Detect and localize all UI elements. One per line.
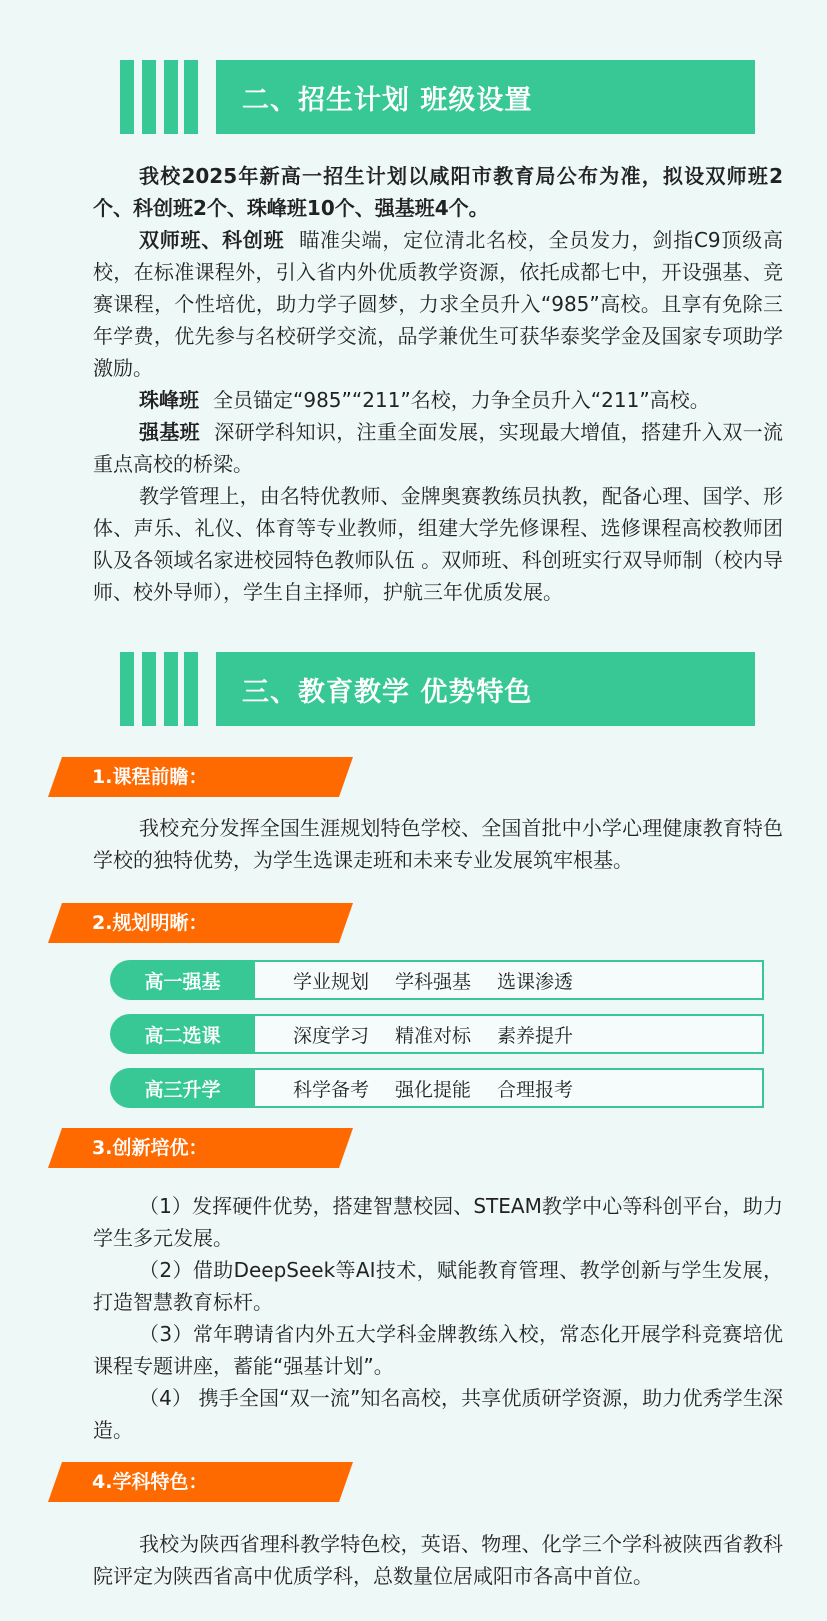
stripe-bar: [120, 652, 134, 726]
plan-row-grade3: [110, 1068, 764, 1108]
plan-label: 高三升学: [110, 1068, 255, 1108]
section-title: 三、教育教学 优势特色: [216, 652, 755, 726]
stripe-bar: [184, 652, 198, 726]
plan-items: [255, 960, 764, 1000]
innovation-item: （1）发挥硬件优势，搭建智慧校园、STEAM教学中心等科创平台，助力学生多元发展。: [93, 1194, 783, 1250]
plan-items: [255, 1068, 764, 1108]
stripe-bar: [164, 60, 178, 134]
course-paragraph: 我校充分发挥全国生涯规划特色学校、全国首批中小学心理健康教育特色学校的独特优势，为学生选课走班和未来专业发展筑牢根基。: [93, 816, 783, 872]
plan-item: 学业规划: [293, 970, 370, 993]
tag-planning: [48, 903, 353, 943]
stripe-bar: [184, 60, 198, 134]
plan-item: 强化提能: [395, 1078, 472, 1101]
plan-item: 学科强基: [395, 970, 472, 993]
enrollment-text: [93, 160, 783, 608]
class-description: 全员锚定“985”“211”名校，力争全员升入“211”高校。: [213, 388, 710, 412]
paragraph-qiangji: [93, 416, 783, 480]
paragraph-management: 教学管理上，由名特优教师、金牌奥赛教练员执教，配备心理、国学、形体、声乐、礼仪、体育等专业教师，组建大学先修课程、选修课程高校教师团队及各领域名家进校园特色教师队伍 。双师班、科创班实行双导师制（校内导师、校外导师），学生自主择师，护航三年优质发展。: [93, 484, 783, 604]
tag-label: 4.学科特色：: [92, 1471, 208, 1493]
plan-item: 素养提升: [497, 1024, 574, 1047]
tag-course: [48, 757, 353, 797]
class-label: 珠峰班: [139, 388, 199, 412]
plan-label: 高一强基: [110, 960, 255, 1000]
intro-text: 我校2025年新高一招生计划以咸阳市教育局公布为准，拟设双师班2个、科创班2个、珠峰班10个、强基班4个。: [93, 164, 783, 220]
plan-item: 精准对标: [395, 1024, 472, 1047]
stripe-bar: [142, 60, 156, 134]
plan-items: [255, 1014, 764, 1054]
section-header-enrollment: [120, 60, 755, 134]
stripe-decoration: [120, 60, 198, 134]
stripe-bar: [142, 652, 156, 726]
plan-item: 选课渗透: [497, 970, 574, 993]
class-description: 瞄准尖端，定位清北名校，全员发力，剑指C9顶级高校，在标准课程外，引入省内外优质教学资源，依托成都七中，开设强基、竞赛课程，个性培优，助力学子圆梦，力求全员升入“985”高校。且享有免除三年学费，优先参与名校研学交流，品学兼优生可获华泰奖学金及国家专项助学激励。: [93, 228, 783, 380]
section-header-teaching: [120, 652, 755, 726]
stripe-bar: [164, 652, 178, 726]
plan-item: 深度学习: [293, 1024, 370, 1047]
innovation-item: （2）借助DeepSeek等AI技术，赋能教育管理、教学创新与学生发展，打造智慧教育标杆。: [93, 1258, 783, 1314]
subject-text: [93, 1528, 783, 1592]
plan-item: 合理报考: [497, 1078, 574, 1101]
plan-row-grade2: [110, 1014, 764, 1054]
plan-item: 科学备考: [293, 1078, 370, 1101]
class-label: 双师班、科创班: [139, 228, 285, 252]
stripe-bar: [120, 60, 134, 134]
tag-innovation: [48, 1128, 353, 1168]
paragraph-shuangshi: [93, 224, 783, 384]
class-description: 深研学科知识，注重全面发展，实现最大增值，搭建升入双一流重点高校的桥梁。: [93, 420, 784, 476]
tag-label: 3.创新培优：: [92, 1137, 208, 1159]
tag-label: 1.课程前瞻：: [92, 766, 208, 788]
course-text: [93, 812, 783, 876]
stripe-decoration: [120, 652, 198, 726]
tag-label: 2.规划明晰：: [92, 912, 208, 934]
innovation-text: [93, 1190, 783, 1446]
section-title: 二、招生计划 班级设置: [216, 60, 755, 134]
plan-label: 高二选课: [110, 1014, 255, 1054]
tag-subject: [48, 1462, 353, 1502]
plan-row-grade1: [110, 960, 764, 1000]
innovation-item: （3）常年聘请省内外五大学科金牌教练入校，常态化开展学科竞赛培优课程专题讲座，蓄能“强基计划”。: [93, 1322, 783, 1378]
paragraph-zhufeng: [93, 384, 783, 416]
enrollment-intro: [93, 160, 783, 224]
subject-paragraph: 我校为陕西省理科教学特色校，英语、物理、化学三个学科被陕西省教科院评定为陕西省高中优质学科，总数量位居咸阳市各高中首位。: [93, 1532, 783, 1588]
innovation-item: （4） 携手全国“双一流”知名高校，共享优质研学资源，助力优秀学生深造。: [93, 1386, 783, 1442]
class-label: 强基班: [139, 420, 200, 444]
